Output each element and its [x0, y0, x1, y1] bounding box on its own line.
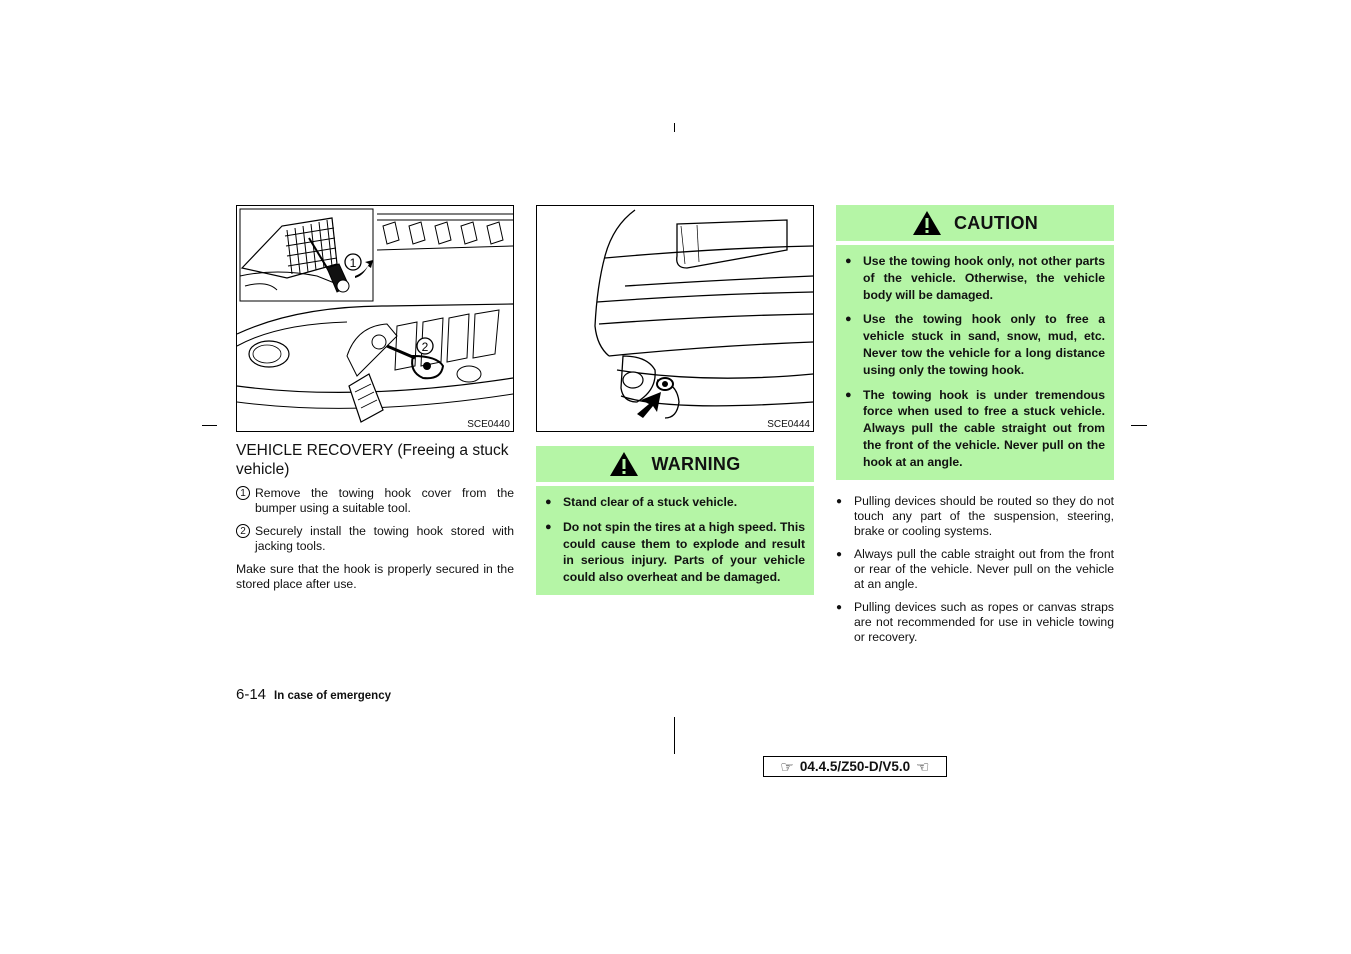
vehicle-recovery-section: [236, 441, 514, 592]
step-text: Securely install the towing hook stored with jacking tools.: [255, 524, 514, 553]
svg-text:1: 1: [349, 256, 357, 270]
figure-code: SCE0444: [767, 419, 810, 430]
crop-mark-bottom: [674, 717, 675, 754]
step-item: [236, 524, 514, 554]
step-item: [236, 486, 514, 516]
version-text: 04.4.5/Z50-D/V5.0: [799, 759, 911, 774]
pulling-device-notes: [836, 494, 1114, 653]
hook-secured-note: Make sure that the hook is properly secured in the stored place after use.: [236, 562, 514, 591]
figure-towing-hook-install: [236, 205, 514, 432]
section-title: VEHICLE RECOVERY (Freeing a stuck vehicle): [236, 442, 509, 478]
warning-item: ● Stand clear of a stuck vehicle.: [545, 495, 738, 509]
caution-item: ● Use the towing hook only to free a vehicle stuck in sand, snow, mud, etc. Never tow the vehicle for a long distance using only the towing hook.: [845, 312, 1105, 377]
figure-code: SCE0440: [467, 419, 510, 430]
pointing-hand-left-icon: ☜: [916, 758, 930, 776]
section-name: In case of emergency: [274, 690, 392, 702]
note-item: ● Pulling devices should be routed so they do not touch any part of the suspension, steering, brake or cooling systems.: [836, 494, 1114, 538]
note-item: ● Pulling devices such as ropes or canvas straps are not recommended for use in vehicle towing or recovery.: [836, 600, 1114, 644]
crop-mark-right: [1131, 425, 1147, 426]
caution-header: [836, 205, 1114, 241]
warning-triangle-icon: [912, 210, 942, 236]
warning-header: [536, 446, 814, 482]
crop-mark-top: [674, 123, 675, 132]
step-number: 1: [236, 486, 250, 500]
version-stamp: [763, 756, 947, 777]
caution-item: ● The towing hook is under tremendous force when used to free a stuck vehicle. Always pull the cable straight out from the front of the vehicle. Never pull on the hook at an angle.: [845, 387, 1105, 469]
warning-triangle-icon: [609, 451, 639, 477]
towing-hook-install-illustration: [237, 206, 513, 431]
caution-item: ● Use the towing hook only, not other parts of the vehicle. Otherwise, the vehicle body will be damaged.: [845, 254, 1105, 302]
pointing-hand-right-icon: ☞: [780, 758, 794, 776]
figure-rear-hook: [536, 205, 814, 432]
warning-body: [536, 486, 814, 595]
step-number: 2: [236, 524, 250, 538]
warning-item: ● Do not spin the tires at a high speed. This could cause them to explode and result in serious injury. Parts of your vehicle could also overheat and be damaged.: [545, 519, 805, 585]
caution-label: CAUTION: [953, 212, 1039, 233]
warning-label: WARNING: [651, 453, 741, 474]
svg-text:2: 2: [421, 340, 429, 354]
crop-mark-left: [202, 425, 217, 426]
step-text: Remove the towing hook cover from the bumper using a suitable tool.: [255, 486, 514, 515]
rear-towing-hook-illustration: [537, 206, 813, 431]
page-number: 6-14: [236, 686, 267, 703]
page-footer: [236, 686, 391, 703]
note-item: ● Always pull the cable straight out from the front or rear of the vehicle. Never pull on the vehicle at an angle.: [836, 547, 1114, 591]
caution-body: [836, 245, 1114, 480]
